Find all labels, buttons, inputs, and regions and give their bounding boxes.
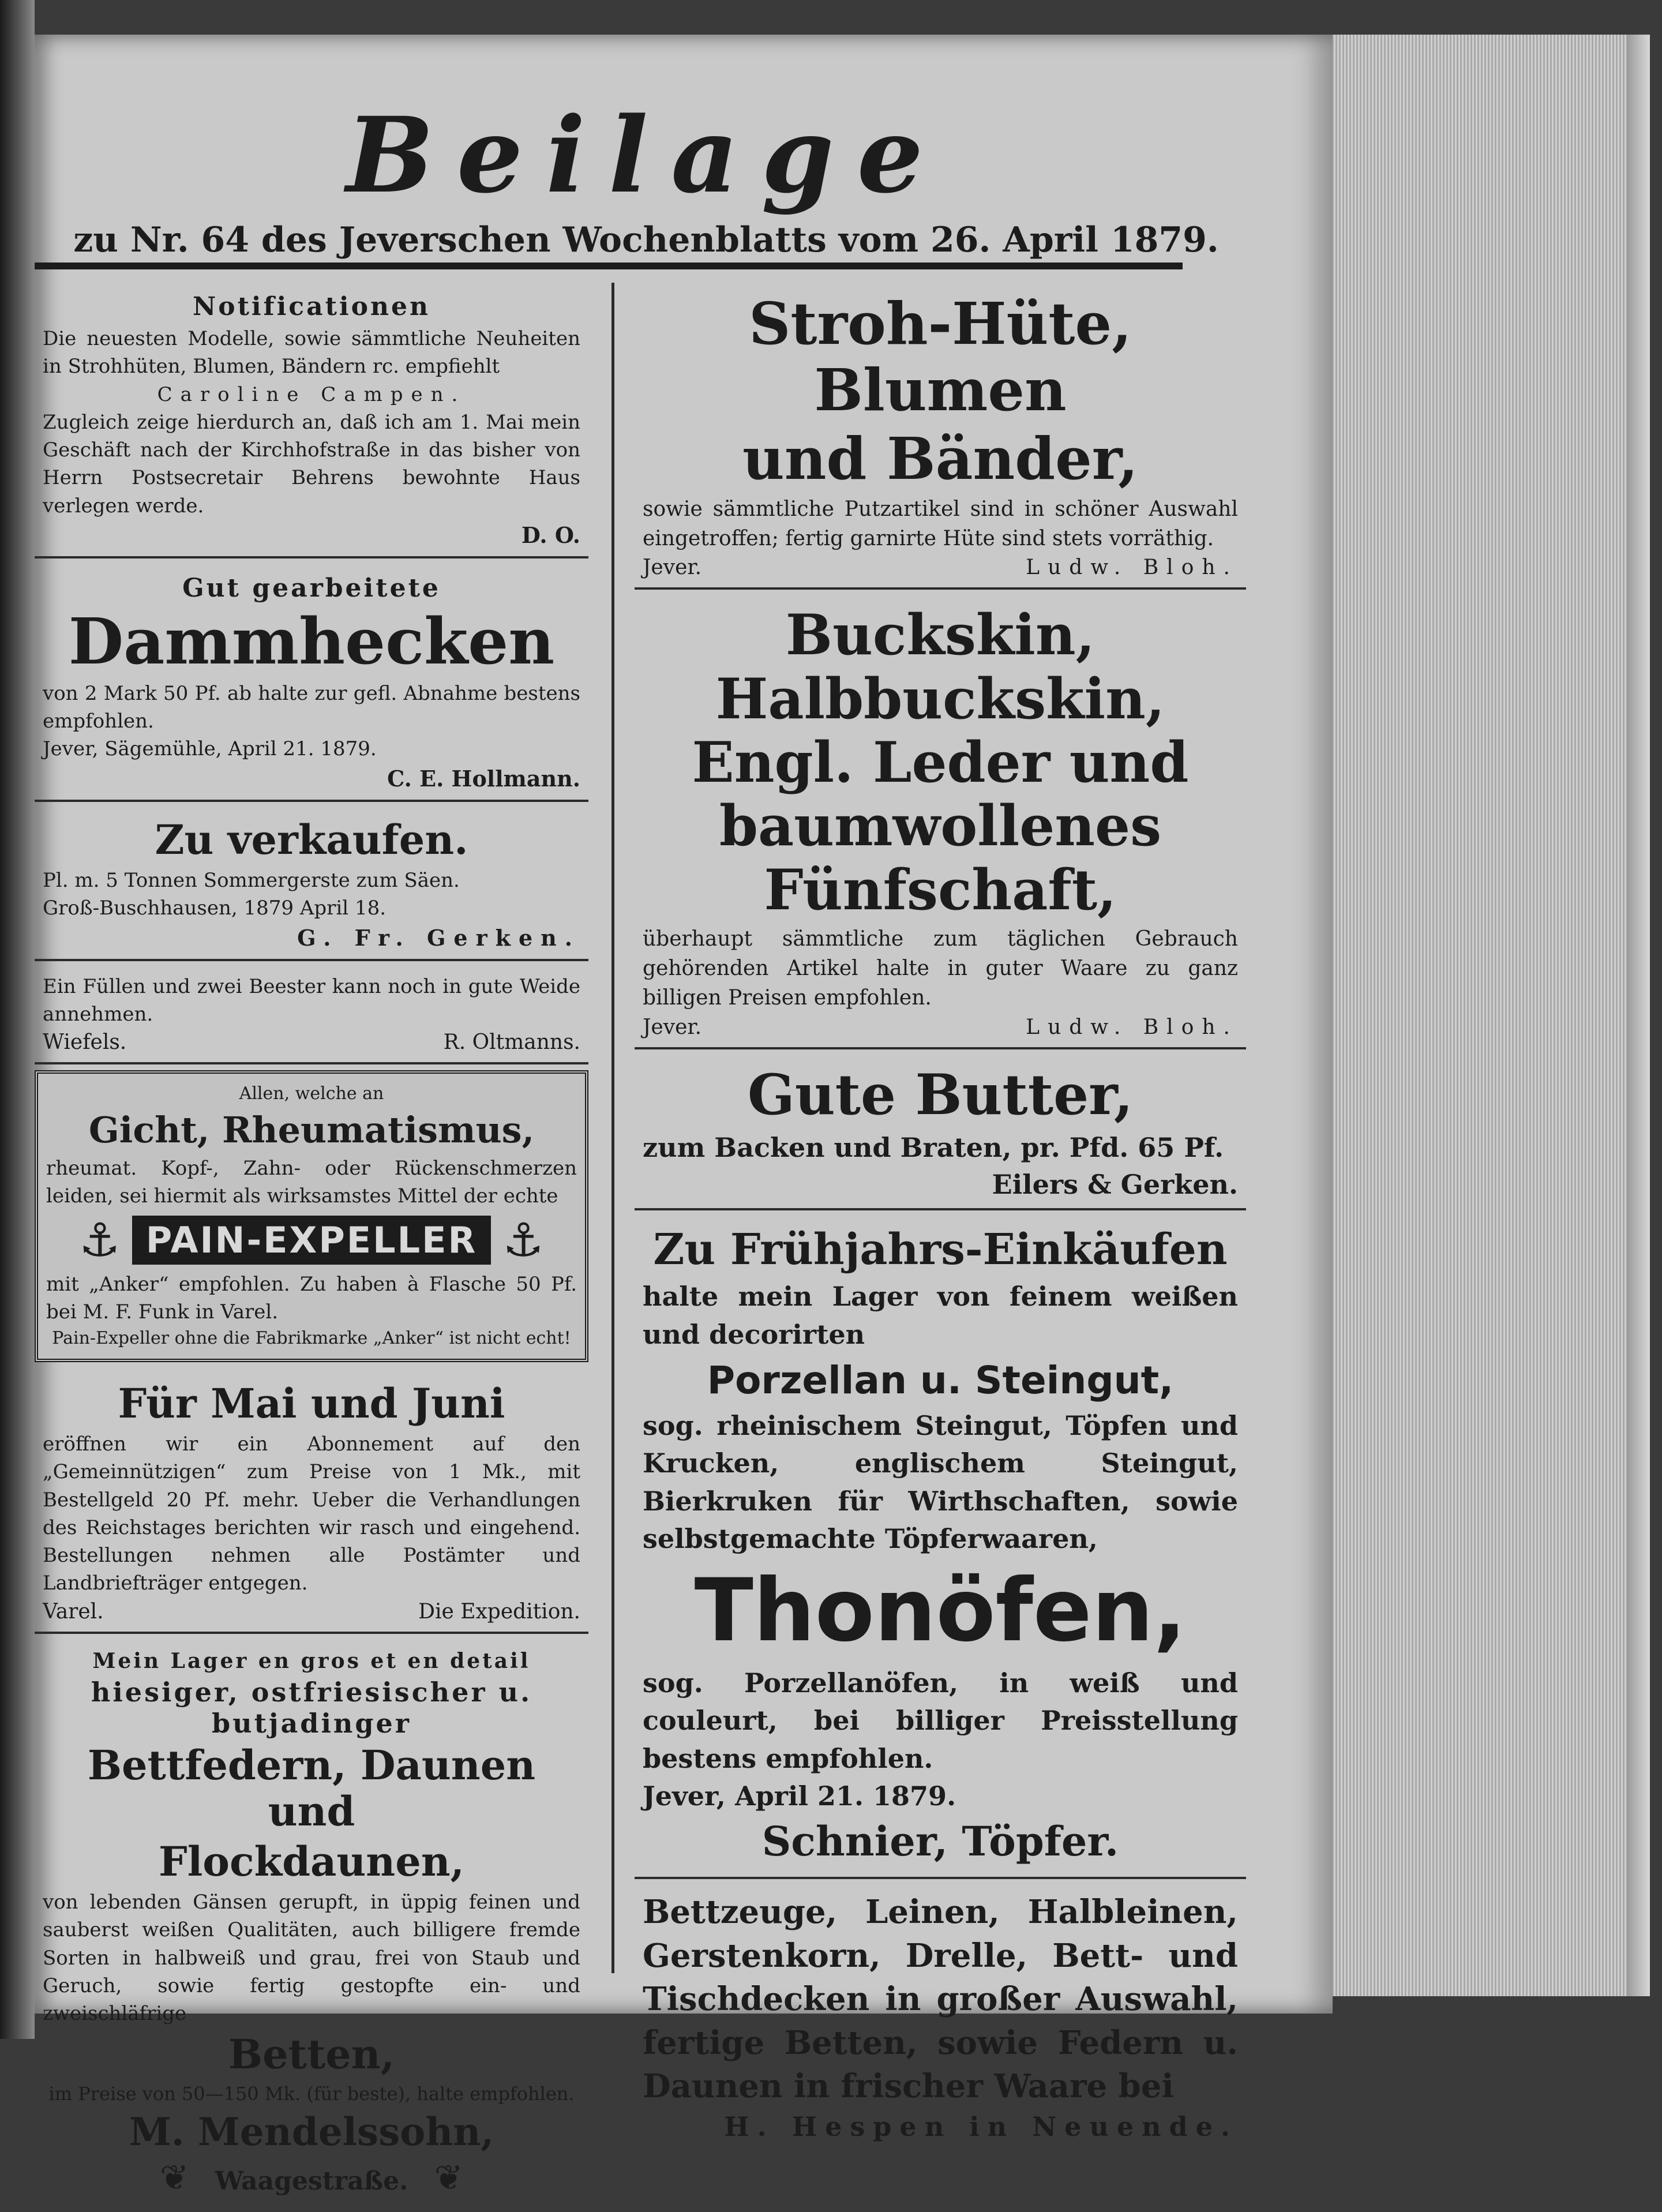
ad-body: Ein Füllen und zwei Beester kann noch in gute Weide annehmen.: [43, 974, 580, 1026]
ad-place: Varel.: [43, 1599, 104, 1624]
ad-zu-verkaufen: [35, 808, 588, 961]
ad-signature: C. E. Hollmann.: [387, 765, 580, 792]
ad-body: Zugleich zeige hierdurch an, daß ich am 1. Mai mein Geschäft nach der Kirchhofstraße in das bisher von Herrn Postsecretair Behrens bewohnte Haus verlegen werde.: [43, 410, 580, 518]
ad-footer: [43, 1030, 580, 1054]
ad-body: sog. rheinischem Steingut, Töpfen und Krucken, englischem Steingut, Bierkruken für Wirthschaften, sowie selbstgemachte Töpferwaaren,: [643, 1409, 1238, 1554]
ad-heading: Für Mai und Juni: [118, 1379, 505, 1427]
ad-heading: Flockdaunen,: [159, 1837, 464, 1885]
masthead: [35, 95, 1258, 261]
ad-heading: Gute Butter,: [747, 1062, 1134, 1127]
page-title: Beilage: [346, 95, 947, 216]
page-subtitle: zu Nr. 64 des Jeverschen Wochenblatts vom 26. April 1879.: [73, 220, 1219, 260]
book-cover-edge: [1627, 35, 1650, 1996]
ad-body: Die neuesten Modelle, sowie sämmtliche Neuheiten in Strohhüten, Blumen, Bändern rc. empfiehlt: [43, 327, 580, 378]
ad-name: M. Mendelssohn,: [129, 2109, 494, 2154]
ad-gemeinnuetzigen: [35, 1371, 588, 1634]
ad-footer: [643, 1015, 1238, 1039]
ad-body: mit „Anker“ empfohlen. Zu haben à Flasche 50 Pf. bei M. F. Funk in Varel.: [46, 1273, 577, 1324]
ad-butter: [635, 1055, 1246, 1211]
ad-footer: [43, 1600, 580, 1624]
ad-note: Pain-Expeller ohne die Fabrikmarke „Anker“ ist nicht echt!: [52, 1328, 571, 1348]
ad-heading: Betten,: [228, 2030, 395, 2078]
ad-signature: Ludw. Bloh.: [1026, 1015, 1238, 1039]
ad-signature: Die Expedition.: [418, 1599, 580, 1624]
ad-heading: Buckskin, Halbbuckskin, Engl. Leder und baumwollenes Fünfschaft,: [692, 602, 1189, 923]
ad-body: von lebenden Gänsen gerupft, in üppig feinen und sauberst weißen Qualitäten, auch billigere fremde Sorten in halbweiß und grau, frei von Staub und Geruch, sowie fertig gestopfte ein- und zweischläfrige: [43, 1891, 580, 2026]
ad-body: halte mein Lager von feinem weißen und decorirten: [643, 1281, 1238, 1350]
product-banner: [46, 1213, 577, 1267]
ad-place: Jever.: [643, 556, 702, 580]
ad-heading: Zu verkaufen.: [155, 815, 468, 864]
ad-subheading: hiesiger, ostfriesischer u. butjadinger: [91, 1676, 532, 1739]
ad-place: Wiefels.: [43, 1030, 127, 1055]
ad-heading: und Bänder,: [742, 425, 1138, 493]
ad-campen: [35, 283, 588, 558]
ad-place: Groß-Buschhausen, 1879 April 18.: [43, 897, 387, 920]
ad-name: Caroline Campen.: [157, 383, 466, 406]
ad-heading: Zu Frühjahrs-Einkäufen: [653, 1225, 1228, 1275]
ad-dammhecken: [35, 564, 588, 802]
ad-heading: Gicht, Rheumatismus,: [88, 1109, 535, 1152]
ad-street-line: [43, 2158, 580, 2198]
ad-subheading: Porzellan u. Steingut,: [707, 1358, 1174, 1403]
ad-place: Jever, Sägemühle, April 21. 1879.: [43, 737, 377, 761]
ad-signature: G. Fr. Gerken.: [297, 924, 580, 951]
ad-hespen: [635, 1885, 1246, 2150]
ad-body: eröffnen wir ein Abonnement auf den „Gemeinnützigen“ zum Preise von 1 Mk., mit Bestellgeld 20 Pf. mehr. Ueber die Verhandlungen des Reichstages berichten wir rasch und eingehend. Bestellungen nehmen alle Postämter und Landbriefträger entgegen.: [43, 1433, 580, 1595]
ad-preheading: Gut gearbeitete: [182, 573, 441, 603]
ad-preheading: Allen, welche an: [239, 1083, 384, 1104]
ad-body: rheumat. Kopf-, Zahn- oder Rückenschmerzen leiden, sei hiermit als wirksamstes Mittel der echte: [46, 1156, 577, 1208]
ad-signature: Ludw. Bloh.: [1026, 556, 1238, 580]
ad-heading: Stroh-Hüte, Blumen: [749, 290, 1132, 424]
ad-heading: Bettfedern, Daunen und: [87, 1741, 536, 1836]
ornament-icon: ❦: [434, 2157, 463, 2198]
right-column: [635, 283, 1246, 2156]
ad-price: im Preise von 50—150 Mk. (für beste), halte empfohlen.: [48, 2083, 575, 2105]
ad-fuellen: [35, 967, 588, 1065]
anchor-icon: ⚓: [79, 1213, 121, 1267]
ad-preheading: Mein Lager en gros et en detail: [92, 1648, 531, 1673]
ad-buckskin: [635, 595, 1246, 1049]
ad-strohhuete: [635, 283, 1246, 590]
ad-place: Jever, April 21. 1879.: [643, 1780, 956, 1812]
left-column: [35, 283, 588, 2212]
page-edges: [1327, 35, 1650, 1996]
ad-body: sowie sämmtliche Putzartikel sind in schöner Auswahl eingetroffen; fertig garnirte Hüte sind stets vorräthig.: [643, 497, 1238, 551]
ad-body: sog. Porzellanöfen, in weiß und couleurt, bei billiger Preisstellung bestens empfohlen.: [643, 1667, 1238, 1774]
header-rule: [35, 263, 1183, 269]
ad-body: Pl. m. 5 Tonnen Sommergerste zum Säen.: [43, 869, 460, 893]
book-spine: [0, 0, 35, 2039]
ornament-icon: ❦: [160, 2157, 189, 2198]
ad-schnier: [635, 1216, 1246, 1879]
ad-signature: R. Oltmanns.: [443, 1030, 580, 1055]
ad-body: Bettzeuge, Leinen, Halbleinen, Gerstenkorn, Drelle, Bett- und Tischdecken in großer Auswahl, fertige Betten, sowie Federn u. Daunen in frischer Waare bei: [643, 1892, 1238, 2106]
column-divider: [611, 283, 614, 1973]
ad-signature: Schnier, Töpfer.: [761, 1817, 1119, 1866]
ad-body: zum Backen und Braten, pr. Pfd. 65 Pf.: [643, 1131, 1224, 1163]
anchor-icon: ⚓: [502, 1213, 544, 1267]
ad-body: überhaupt sämmtliche zum täglichen Gebrauch gehörenden Artikel halte in guter Waare zu ganz billigen Preisen empfohlen.: [643, 927, 1238, 1010]
product-label: PAIN-EXPELLER: [132, 1216, 491, 1265]
ad-heading: Dammhecken: [68, 603, 555, 678]
ad-footer: [643, 556, 1238, 579]
ad-heading: Notificationen: [193, 292, 430, 321]
ad-mendelssohn: [35, 1640, 588, 2206]
ad-big-heading: Thonöfen,: [694, 1561, 1187, 1662]
ad-pain-expeller: [35, 1070, 588, 1362]
ad-signature: H. Hespen in Neuende.: [724, 2110, 1238, 2142]
ad-body: von 2 Mark 50 Pf. ab halte zur gefl. Abnahme bestens empfohlen.: [43, 681, 580, 733]
ad-signature: D. O.: [521, 522, 580, 548]
ad-signature: Eilers & Gerken.: [992, 1169, 1238, 1201]
ad-place: Jever.: [643, 1015, 702, 1039]
newspaper-page: [35, 35, 1333, 2198]
ad-street: Waagestraße.: [215, 2166, 408, 2196]
